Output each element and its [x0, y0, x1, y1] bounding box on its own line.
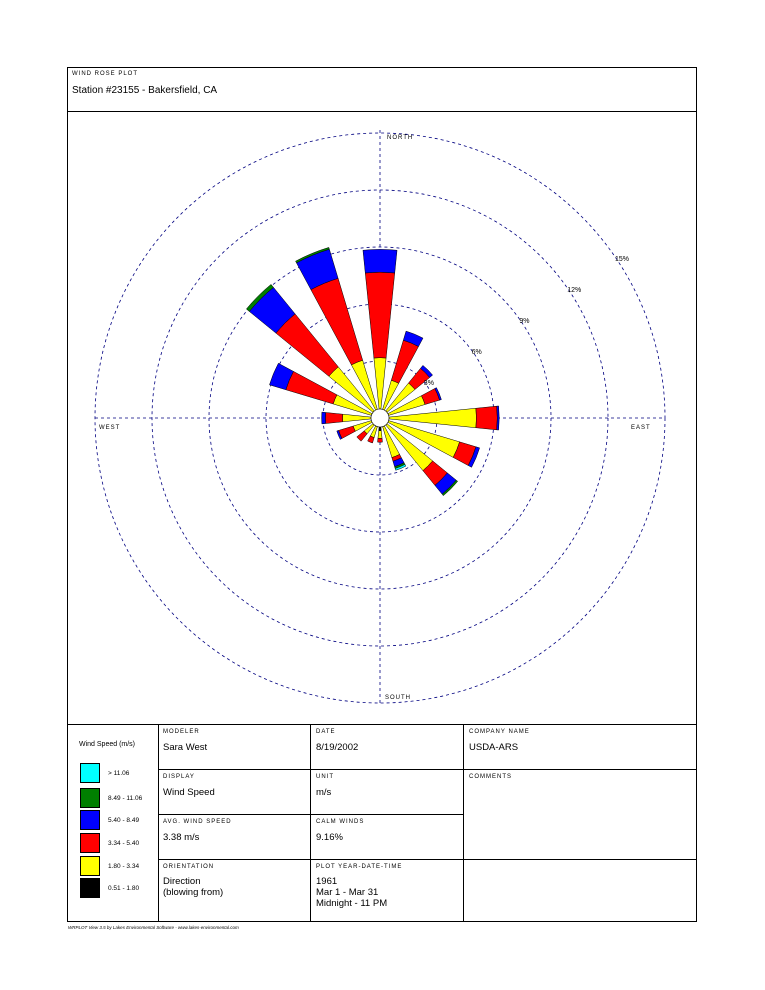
legend-label-4: 1.80 - 3.34 — [108, 863, 140, 870]
legend-label-3: 3.34 - 5.40 — [108, 840, 140, 847]
display-label: DISPLAY — [163, 774, 195, 780]
display-value: Wind Speed — [163, 787, 215, 798]
ring-label-3: 3% — [423, 379, 434, 387]
petal-180-bin-2 — [378, 438, 383, 442]
petal-270-bin-3 — [322, 412, 326, 424]
legend-swatch-0 — [80, 763, 100, 783]
unit-label: UNIT — [316, 774, 334, 780]
petal-group — [246, 247, 499, 495]
calm-winds-value: 9.16% — [316, 832, 343, 843]
orientation-value-2: (blowing from) — [163, 887, 224, 898]
footer-credit: WRPLOT View 3.5 by Lakes Environmental Software - www.lakes-environmental.com — [68, 925, 239, 930]
petal-270-bin-1 — [342, 414, 371, 422]
avg-speed-value: 3.38 m/s — [163, 832, 200, 843]
ring-label-12: 12% — [567, 286, 582, 294]
calm-winds-label: CALM WINDS — [316, 819, 365, 825]
legend-swatch-5 — [80, 878, 100, 898]
petal-180-bin-1 — [378, 431, 382, 439]
col-line-2 — [310, 724, 311, 922]
orientation-value-1: Direction — [163, 876, 201, 887]
petal-0-bin-1 — [374, 358, 386, 409]
petal-0-bin-3 — [363, 249, 397, 273]
ring-label-6: 6% — [471, 348, 482, 356]
comments-label: COMMENTS — [469, 774, 512, 780]
wind-rose-chart — [67, 112, 697, 724]
station-title: Station #23155 - Bakersfield, CA — [72, 85, 218, 96]
calm-circle — [371, 409, 389, 427]
legend-label-2: 5.40 - 8.49 — [108, 817, 140, 824]
east-label: EAST — [631, 425, 651, 431]
unit-value: m/s — [316, 787, 332, 798]
legend-label-1: 8.49 - 11.06 — [108, 795, 143, 802]
date-label: DATE — [316, 729, 336, 735]
company-label: COMPANY NAME — [469, 729, 530, 735]
north-label: NORTH — [387, 135, 414, 141]
legend-swatch-1 — [80, 788, 100, 808]
avg-speed-label: AVG. WIND SPEED — [163, 819, 232, 825]
petal-270-bin-2 — [325, 412, 342, 423]
modeler-value: Sara West — [163, 742, 208, 753]
plot-time-label: PLOT YEAR-DATE-TIME — [316, 864, 403, 870]
row3-line — [158, 859, 697, 860]
orientation-label: ORIENTATION — [163, 864, 215, 870]
petal-225-bin-2 — [357, 431, 367, 441]
west-label: WEST — [99, 425, 121, 431]
modeler-label: MODELER — [163, 729, 200, 735]
petal-0-bin-2 — [365, 272, 394, 358]
legend-label-0: > 11.06 — [108, 770, 130, 777]
south-label: SOUTH — [385, 695, 411, 701]
plot-time-value: Midnight - 11 PM — [316, 898, 388, 909]
row2-line — [158, 814, 464, 815]
plot-dates-value: Mar 1 - Mar 31 — [316, 887, 379, 898]
legend-swatch-4 — [80, 856, 100, 876]
plot-type-label: WIND ROSE PLOT — [72, 71, 139, 77]
ring-label-15: 15% — [615, 255, 630, 263]
legend-swatch-2 — [80, 810, 100, 830]
plot-year-value: 1961 — [316, 876, 338, 887]
legend-swatch-3 — [80, 833, 100, 853]
col-line-1 — [158, 724, 159, 922]
legend-title: Wind Speed (m/s) — [79, 741, 136, 748]
row1-line — [158, 769, 697, 770]
petal-90-bin-2 — [476, 406, 497, 430]
legend-label-5: 0.51 - 1.80 — [108, 885, 140, 892]
col-line-3 — [463, 724, 464, 922]
petal-90-bin-3 — [497, 406, 500, 430]
company-value: USDA-ARS — [469, 742, 519, 753]
petal-202.5-bin-2 — [368, 436, 375, 443]
petal-180-bin-0 — [379, 427, 382, 431]
ring-label-9: 9% — [519, 317, 530, 325]
ring-label-group — [424, 256, 629, 387]
date-value: 8/19/2002 — [316, 742, 359, 753]
table-top-line — [67, 724, 697, 725]
